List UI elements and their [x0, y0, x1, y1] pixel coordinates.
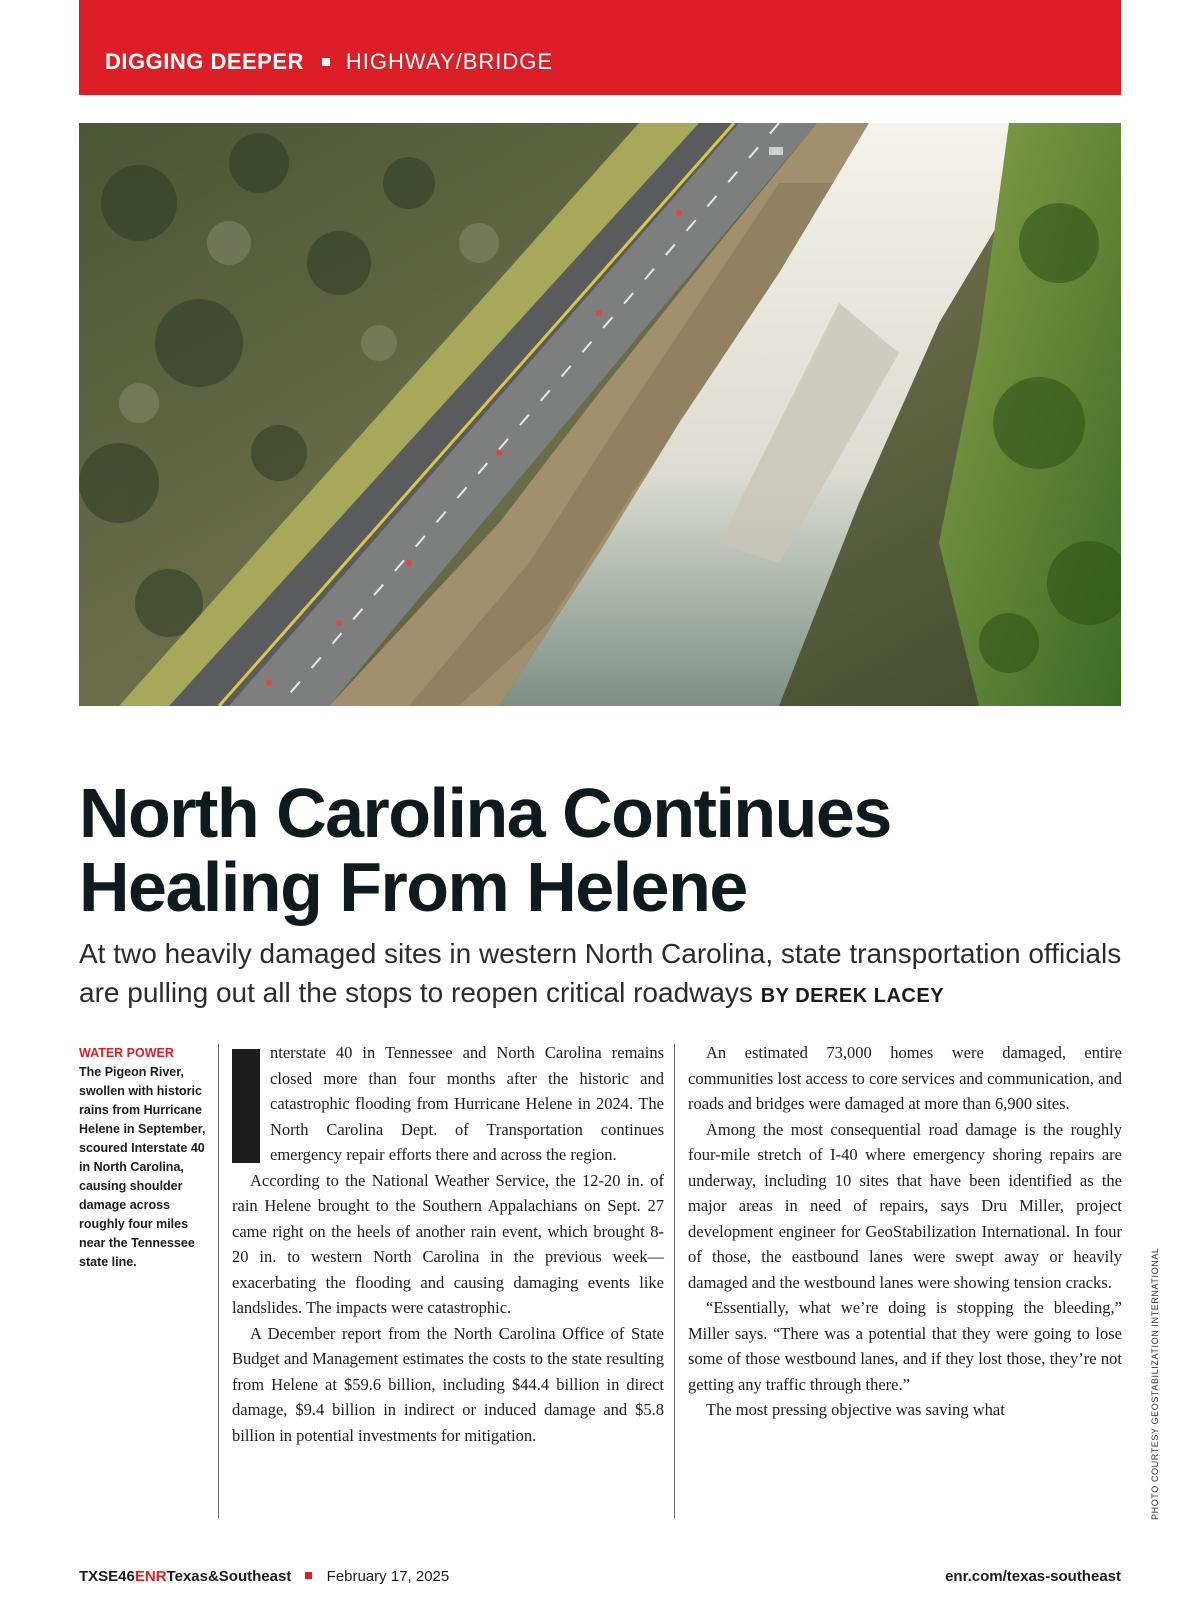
- article-column-1: [232, 1040, 664, 1448]
- dek-text: At two heavily damaged sites in western North Carolina, state transportation officials are pulling out all the stops to reopen critical roadways: [79, 938, 1122, 1008]
- body-paragraph: “Essentially, what we’re doing is stopping the bleeding,” Miller says. “There was a potential that they were going to lose some of those westbound lanes, and if they lost those, they’re not getting any traffic through there.”: [688, 1298, 1122, 1394]
- body-paragraph: Among the most consequential road damage is the roughly four-mile stretch of I-40 where emergency shoring repairs are underway, including 10 sites that have been identified as the major areas in need of repairs, says Dru Miller, project development engineer for GeoStabilization International. In four of those, the eastbound lanes were swept away or heavily damaged and the westbound lanes were showing tension cracks.: [688, 1119, 1122, 1292]
- section-name: HIGHWAY/BRIDGE: [345, 48, 554, 74]
- article-column-2: [688, 1040, 1122, 1423]
- square-bullet-icon: [322, 58, 330, 66]
- body-paragraph: The most pressing objective was saving what: [706, 1400, 1005, 1419]
- body-paragraph: An estimated 73,000 homes were damaged, entire communities lost access to core services and communication, and roads and bridges were damaged at more than 6,900 sites.: [688, 1043, 1122, 1113]
- issue-date: February 17, 2025: [326, 1568, 450, 1585]
- byline: BY DEREK LACEY: [760, 985, 945, 1007]
- body-paragraph: According to the National Weather Service, the 12-20 in. of rain Helene brought to the Southern Appalachians on Sept. 27 came right on the heels of another rain event, which brought 8-20 in. to western North Carolina in the previous week—exacerbating the flooding and causing damaging events like landslides. The impacts were catastrophic.: [232, 1170, 664, 1317]
- body-paragraph: A December report from the North Carolina Office of State Budget and Management estimates the costs to the state resulting from Helene at $59.6 billion, including $44.4 billion in direct damage, $9.4 billion in indirect or induced damage and $5.8 billion in potential investments for mitigation.: [232, 1323, 664, 1445]
- article-dek: [79, 934, 1129, 1016]
- caption-text: The Pigeon River, swollen with historic rains from Hurricane Helene in September, scoured Interstate 40 in North Carolina, causing shoulder damage across roughly four miles near the Tennessee state line.: [79, 1065, 206, 1269]
- square-bullet-icon: [305, 1572, 312, 1579]
- caption-label: WATER POWER: [79, 1046, 174, 1060]
- column-divider: [674, 1044, 675, 1518]
- headline-line-2: Healing From Helene: [79, 848, 747, 926]
- column-divider: [218, 1044, 219, 1518]
- headline-line-1: North Carolina Continues: [79, 774, 891, 852]
- photo-credit: PHOTO COURTESY GEOSTABILIZATION INTERNATIONAL: [1150, 1247, 1160, 1520]
- page-footer: [79, 1568, 1121, 1592]
- drop-cap-i: [232, 1049, 260, 1163]
- page-folio: TXSE46: [79, 1568, 135, 1585]
- section-header: [79, 0, 1121, 95]
- section-kicker: DIGGING DEEPER: [105, 48, 304, 74]
- body-paragraph: nterstate 40 in Tennessee and North Carolina remains closed more than four months after the historic and catastrophic flooding from Hurricane Helene in 2024. The North Carolina Dept. of Transportation continues emergency repair efforts there and across the region.: [232, 1040, 664, 1168]
- brand-enr: ENR: [134, 1568, 167, 1585]
- website-url[interactable]: enr.com/texas-southeast: [945, 1568, 1121, 1585]
- photo-caption: [79, 1044, 209, 1272]
- article-headline: [79, 776, 1139, 924]
- brand-edition: Texas&Southeast: [166, 1568, 292, 1585]
- aerial-highway-river-image: [79, 123, 1121, 706]
- hero-photo: [79, 123, 1121, 706]
